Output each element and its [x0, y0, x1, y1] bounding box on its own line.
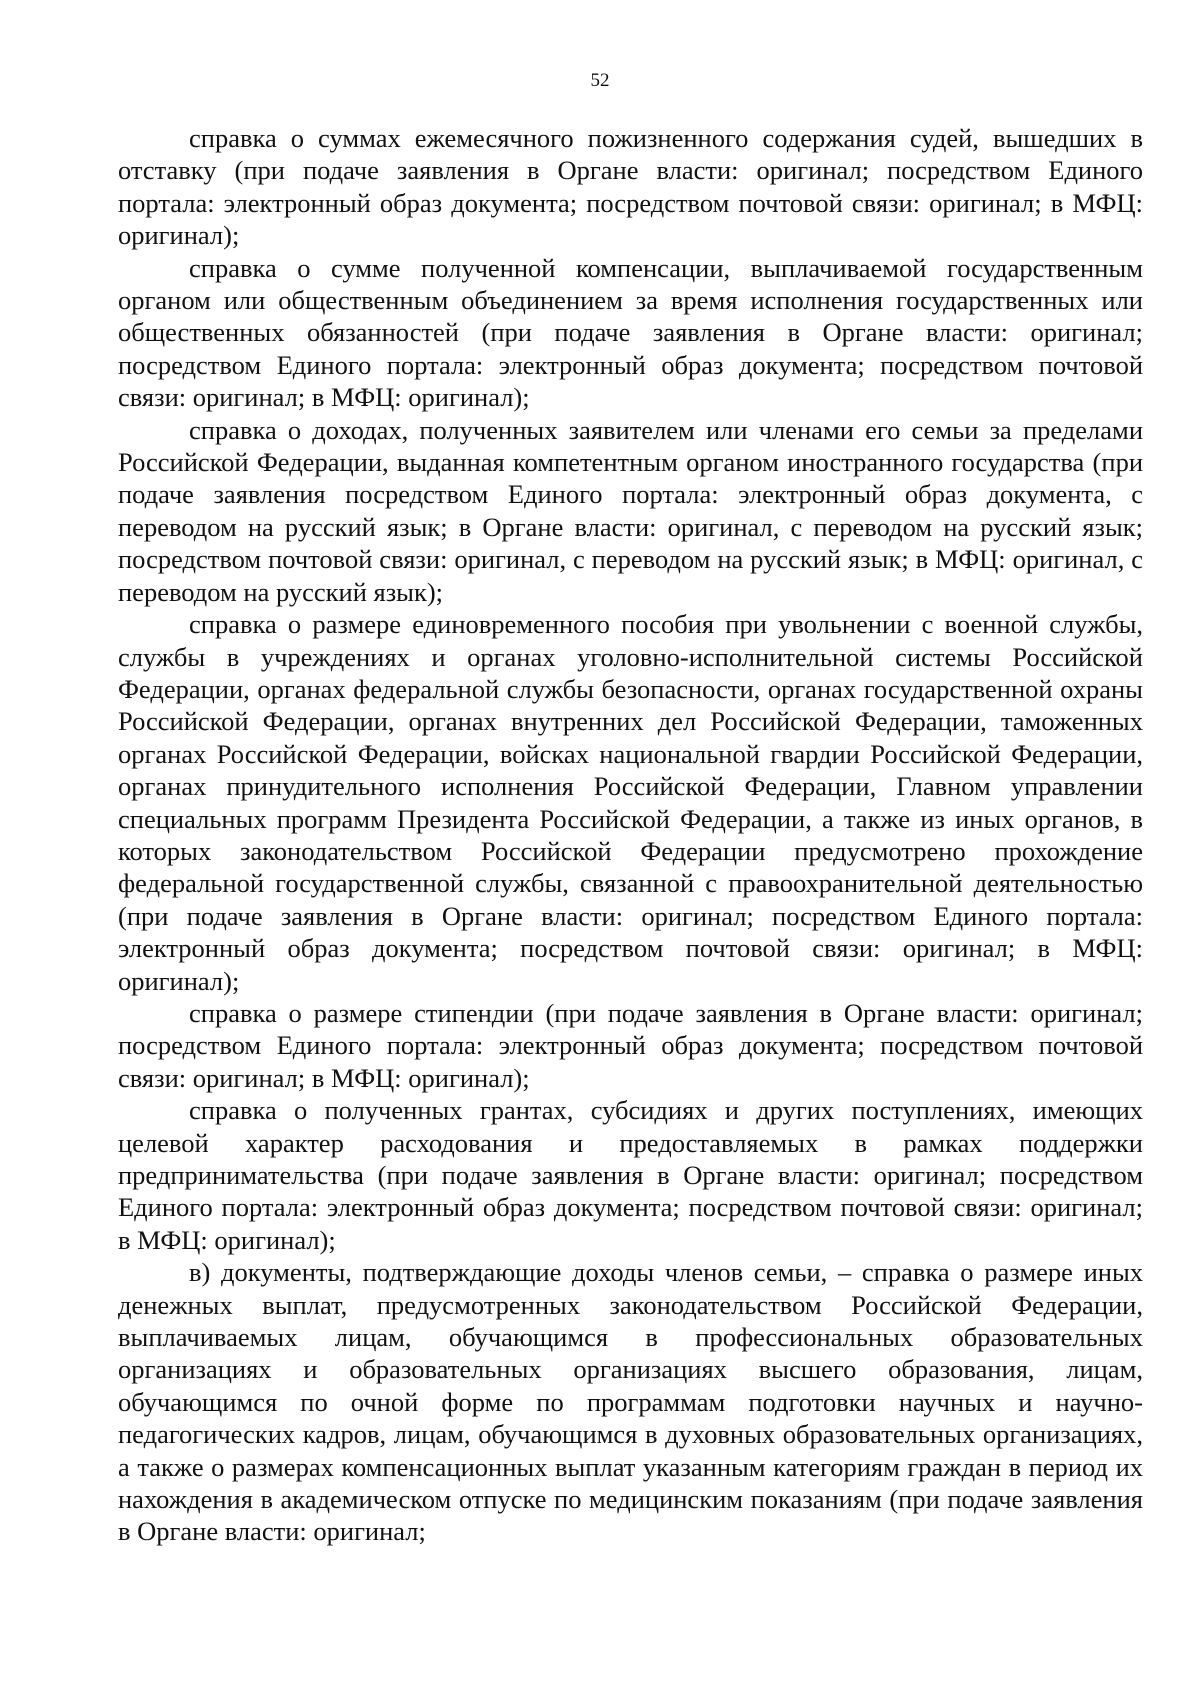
- document-body: [118, 122, 1143, 1548]
- paragraph-judges-retirement-allowance: справка о суммах ежемесячного пожизненного содержания судей, вышедших в отставку (при подаче заявления в Органе власти: оригинал; посредством Единого портала: электронный образ документа; посредством почтовой связи: оригинал; в МФЦ: оригинал);: [118, 123, 1143, 251]
- paragraph-scholarship: справка о размере стипендии (при подаче заявления в Органе власти: оригинал; посредством Единого портала: электронный образ документа; посредством почтовой связи: оригинал; в МФЦ: оригинал);: [118, 997, 1143, 1093]
- paragraph-foreign-income: справка о доходах, полученных заявителем или членами его семьи за пределами Российской Федерации, выданная компетентным органом иностранного государства (при подаче заявления посредством Единого портала: электронный образ документа, с переводом на русский язык; в Органе власти: оригинал, с переводом на русский язык; посредством почтовой связи: оригинал, с переводом на русский язык; в МФЦ: оригинал, с переводом на русский язык);: [118, 414, 1143, 607]
- paragraph-family-income-documents: в) документы, подтверждающие доходы членов семьи, – справка о размере иных денежных выплат, предусмотренных законодательством Российской Федерации, выплачиваемых лицам, обучающимся в профессиональных образовательных организациях и образовательных организациях высшего образования, лицам, обучающимся по очной форме по программам подготовки научных и научно-педагогических кадров, лицам, обучающимся в духовных образовательных организациях, а также о размерах компенсационных выплат указанным категориям граждан в период их нахождения в академическом отпуске по медицинским показаниям (при подаче заявления в Органе власти: оригинал;: [118, 1257, 1143, 1547]
- paragraph-severance-benefit: справка о размере единовременного пособия при увольнении с военной службы, службы в учреждениях и органах уголовно-исполнительной системы Российской Федерации, органах федеральной службы безопасности, органах государственной охраны Российской Федерации, органах внутренних дел Российской Федерации, таможенных органах Российской Федерации, войсках национальной гвардии Российской Федерации, органах принудительного исполнения Российской Федерации, Главном управлении специальных программ Президента Российской Федерации, а также из иных органов, в которых законодательством Российской Федерации предусмотрено прохождение федеральной государственной службы, связанной с правоохранительной деятельностью (при подаче заявления в Органе власти: оригинал; посредством Единого портала: электронный образ документа; посредством почтовой связи: оригинал; в МФЦ: оригинал);: [118, 609, 1143, 996]
- paragraph-grants-subsidies: справка о полученных грантах, субсидиях и других поступлениях, имеющих целевой характер расходования и предоставляемых в рамках поддержки предпринимательства (при подаче заявления в Органе власти: оригинал; посредством Единого портала: электронный образ документа; посредством почтовой связи: оригинал; в МФЦ: оригинал);: [118, 1095, 1143, 1255]
- page-number: 52: [590, 70, 610, 91]
- paragraph-compensation-public-duties: справка о сумме полученной компенсации, выплачиваемой государственным органом или общественным объединением за время исполнения государственных или общественных обязанностей (при подаче заявления в Органе власти: оригинал; посредством Единого портала: электронный образ документа; посредством почтовой связи: оригинал; в МФЦ: оригинал);: [118, 252, 1143, 413]
